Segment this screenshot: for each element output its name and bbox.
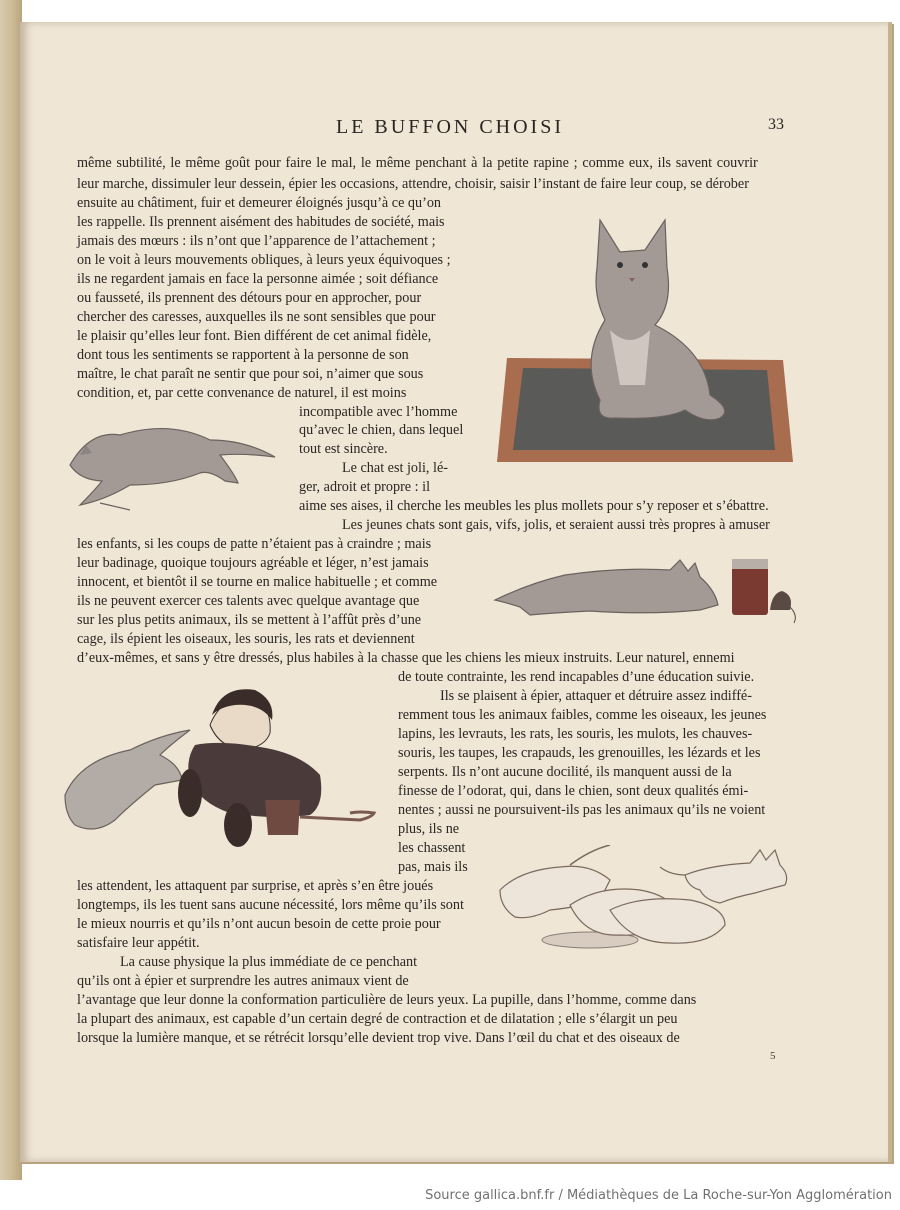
text-line: les attendent, les attaquent par surprise, et après s’en être joués <box>77 878 434 894</box>
text-line: maître, le chat paraît ne sentir que pour soi, n’aimer que sous <box>77 366 424 382</box>
text-line: La cause physique la plus immédiate de ce penchant <box>120 954 418 970</box>
text-line: longtemps, ils les tuent sans aucune nécessité, lors même qu’ils sont <box>77 897 464 913</box>
text-line: qu’avec le chien, dans lequel <box>299 422 464 438</box>
illustration-cat-jar-mouse <box>490 555 800 625</box>
text-line: finesse de l’odorat, qui, dans le chien, sont deux qualités émi- <box>398 783 749 799</box>
text-line: l’avantage que leur donne la conformation particulière de leurs yeux. La pupille, dans l’homme, comme dans <box>77 992 697 1008</box>
text-line: pas, mais ils <box>398 859 468 875</box>
text-line: d’eux-mêmes, et sans y être dressés, plus habiles à la chasse que les chiens les mieux instruits. Leur naturel, ennemi <box>77 650 735 666</box>
text-line: dont tous les sentiments se rapportent à la personne de son <box>77 347 409 363</box>
text-line: jamais des mœurs : ils n’ont que l’apparence de l’attachement ; <box>77 233 436 249</box>
text-line: nentes ; aussi ne poursuivent-ils pas les animaux qu’ils ne voient <box>398 802 766 818</box>
book-spine <box>0 0 22 1180</box>
source-credit: Source gallica.bnf.fr / Médiathèques de La Roche-sur-Yon Agglomération <box>425 1188 892 1203</box>
page-number: 33 <box>768 116 784 133</box>
text-line: ger, adroit et propre : il <box>299 479 431 495</box>
text-line: lapins, les levrauts, les rats, les souris, les mulots, les chauves- <box>398 726 753 742</box>
signature-mark: 5 <box>770 1050 776 1062</box>
text-line: le mieux nourris et qu’ils n’ont aucun besoin de cette proie pour <box>77 916 441 932</box>
text-line: chercher des caresses, auxquelles ils ne sont sensibles que pour <box>77 309 436 325</box>
illustration-child-with-cat <box>60 685 380 855</box>
text-line: les enfants, si les coups de patte n’étaient pas à craindre ; mais <box>77 536 432 552</box>
text-line: on le voit à leurs mouvements obliques, à leurs yeux équivoques ; <box>77 252 451 268</box>
text-line: leur badinage, quoique toujours agréable et léger, n’est jamais <box>77 555 429 571</box>
text-line: les chassent <box>398 840 466 856</box>
text-line: lorsque la lumière manque, et se rétrécit lorsqu’elle devient trop vive. Dans l’œil du chat et des oiseaux de <box>77 1030 680 1046</box>
text-line: aime ses aises, il cherche les meubles les plus mollets pour s’y reposer et s’ébattre. <box>299 498 769 514</box>
text-line: remment tous les animaux faibles, comme les oiseaux, les jeunes <box>398 707 767 723</box>
text-line: ou fausseté, ils prennent des détours pour en approcher, pour <box>77 290 422 306</box>
text-line: leur marche, dissimuler leur dessein, épier les occasions, attendre, choisir, saisir l’instant de faire leur coup, se dérober <box>77 176 749 192</box>
text-line: ils ne regardent jamais en face la personne aimée ; soit défiance <box>77 271 439 287</box>
text-line: cage, ils épient les oiseaux, les souris, les rats et deviennent <box>77 631 415 647</box>
text-line: souris, les taupes, les crapauds, les grenouilles, les lézards et les <box>398 745 761 761</box>
text-line: sur les plus petits animaux, ils se mettent à l’affût près d’une <box>77 612 422 628</box>
text-line: la plupart des animaux, est capable d’un certain degré de contraction et de dilatation ; elle s’élargit un peu <box>77 1011 678 1027</box>
text-line: les rappelle. Ils prennent aisément des habitudes de société, mais <box>77 214 445 230</box>
text-line: Ils se plaisent à épier, attaquer et détruire assez indiffé- <box>440 688 752 704</box>
text-line: Le chat est joli, lé- <box>342 460 448 476</box>
text-line: Les jeunes chats sont gais, vifs, jolis, et seraient aussi très propres à amuser <box>342 517 770 533</box>
text-line: serpents. Ils n’ont aucune docilité, ils manquent aussi de la <box>398 764 732 780</box>
text-line: de toute contrainte, les rend incapables d’une éducation suivie. <box>398 669 755 685</box>
illustration-cat-on-rug <box>495 210 795 470</box>
illustration-kittens-at-bowl <box>490 845 800 955</box>
text-line: même subtilité, le même goût pour faire le mal, le même penchant à la petite rapine ; comme eux, ils savent couvrir <box>77 155 758 171</box>
running-header: LE BUFFON CHOISI <box>335 116 565 138</box>
text-line: qu’ils ont à épier et surprendre les autres animaux vient de <box>77 973 409 989</box>
text-line: innocent, et bientôt il se tourne en malice habituelle ; et comme <box>77 574 438 590</box>
text-line: incompatible avec l’homme <box>299 404 458 420</box>
text-line: ensuite au châtiment, fuir et demeurer éloignés jusqu’à ce qu’on <box>77 195 442 211</box>
text-line: satisfaire leur appétit. <box>77 935 200 951</box>
text-line: tout est sincère. <box>299 441 388 457</box>
text-line: plus, ils ne <box>398 821 460 837</box>
text-line: condition, et, par cette convenance de naturel, il est moins <box>77 385 407 401</box>
text-line: ils ne peuvent exercer ces talents avec quelque avantage que <box>77 593 420 609</box>
illustration-cat-leaping <box>60 415 280 515</box>
text-line: le plaisir qu’elles leur font. Bien différent de cet animal fidèle, <box>77 328 432 344</box>
